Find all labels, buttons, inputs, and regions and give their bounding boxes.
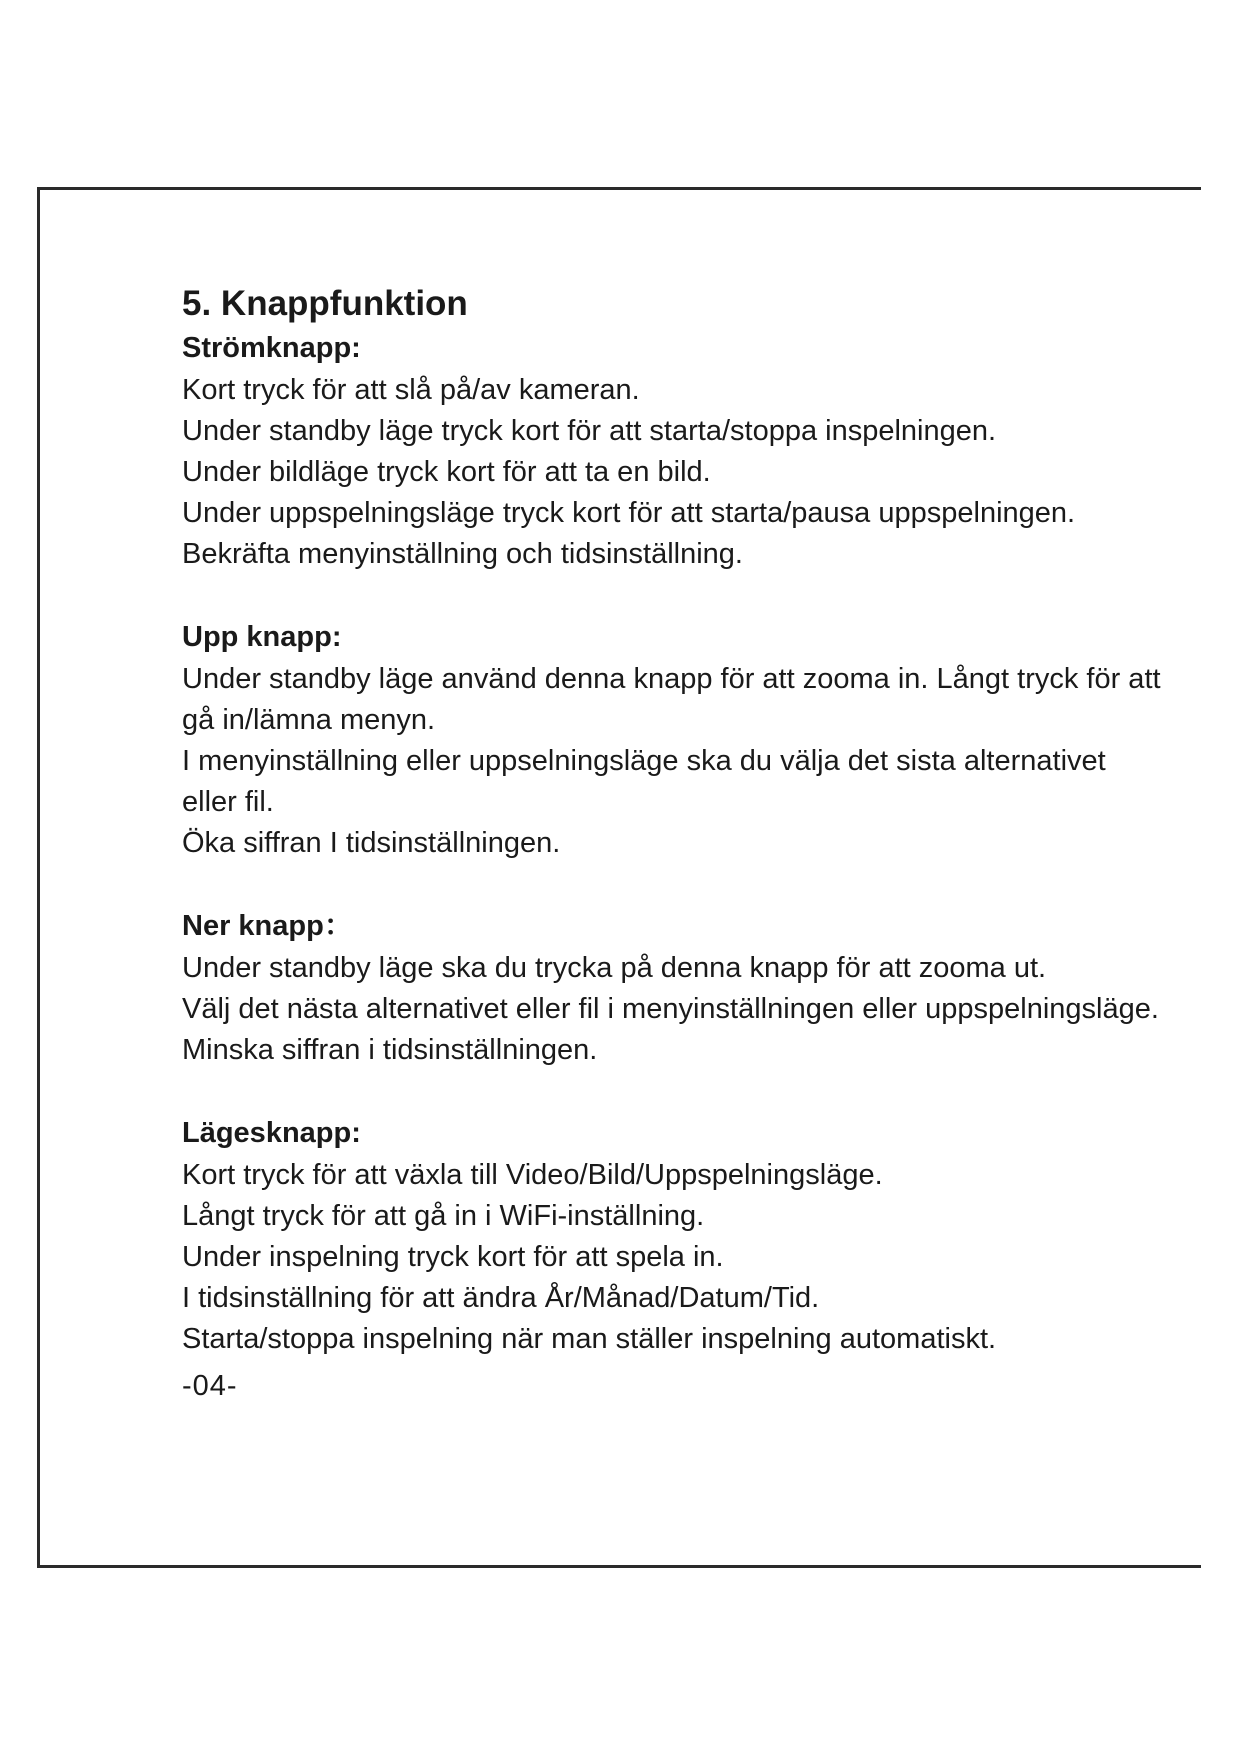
- text-line: Långt tryck för att gå in i WiFi-inställning.: [182, 1200, 705, 1232]
- text-line: Bekräfta menyinställning och tidsinställning.: [182, 538, 743, 570]
- document-content: [182, 280, 1162, 1406]
- text-line: Under standby läge tryck kort för att starta/stoppa inspelningen.: [182, 415, 997, 447]
- section-heading: Upp knapp:: [182, 621, 342, 653]
- text-line: Under standby läge använd denna knapp för att zooma in. Långt tryck för att gå in/lämna menyn.: [182, 663, 1161, 736]
- section-up-button: [182, 617, 1162, 864]
- text-line: Kort tryck för att slå på/av kameran.: [182, 374, 640, 406]
- text-line: Öka siffran I tidsinställningen.: [182, 827, 561, 859]
- section-down-button: [182, 906, 1162, 1071]
- text-line: Under inspelning tryck kort för att spela in.: [182, 1241, 724, 1273]
- text-line: Under bildläge tryck kort för att ta en bild.: [182, 456, 711, 488]
- text-line: I tidsinställning för att ändra År/Månad/Datum/Tid.: [182, 1282, 820, 1314]
- section-heading: Strömknapp:: [182, 332, 361, 364]
- page-number: -04-: [182, 1370, 238, 1402]
- text-line: Under uppspelningsläge tryck kort för att starta/pausa uppspelningen.: [182, 497, 1076, 529]
- text-line: Kort tryck för att växla till Video/Bild/Uppspelningsläge.: [182, 1159, 883, 1191]
- section-heading: Lägesknapp:: [182, 1117, 361, 1149]
- text-line: Minska siffran i tidsinställningen.: [182, 1034, 598, 1066]
- text-line: I menyinställning eller uppselningsläge ska du välja det sista alternativet eller fil.: [182, 745, 1106, 818]
- text-line: Starta/stoppa inspelning när man ställer inspelning automatiskt.: [182, 1323, 997, 1355]
- section-mode-button: [182, 1113, 1162, 1360]
- page-title: 5. Knappfunktion: [182, 284, 468, 323]
- section-heading: Ner knapp：: [182, 910, 353, 942]
- section-power-button: [182, 328, 1162, 575]
- text-line: Under standby läge ska du trycka på denna knapp för att zooma ut.: [182, 952, 1047, 984]
- text-line: Välj det nästa alternativet eller fil i menyinställningen eller uppspelningsläge.: [182, 993, 1159, 1025]
